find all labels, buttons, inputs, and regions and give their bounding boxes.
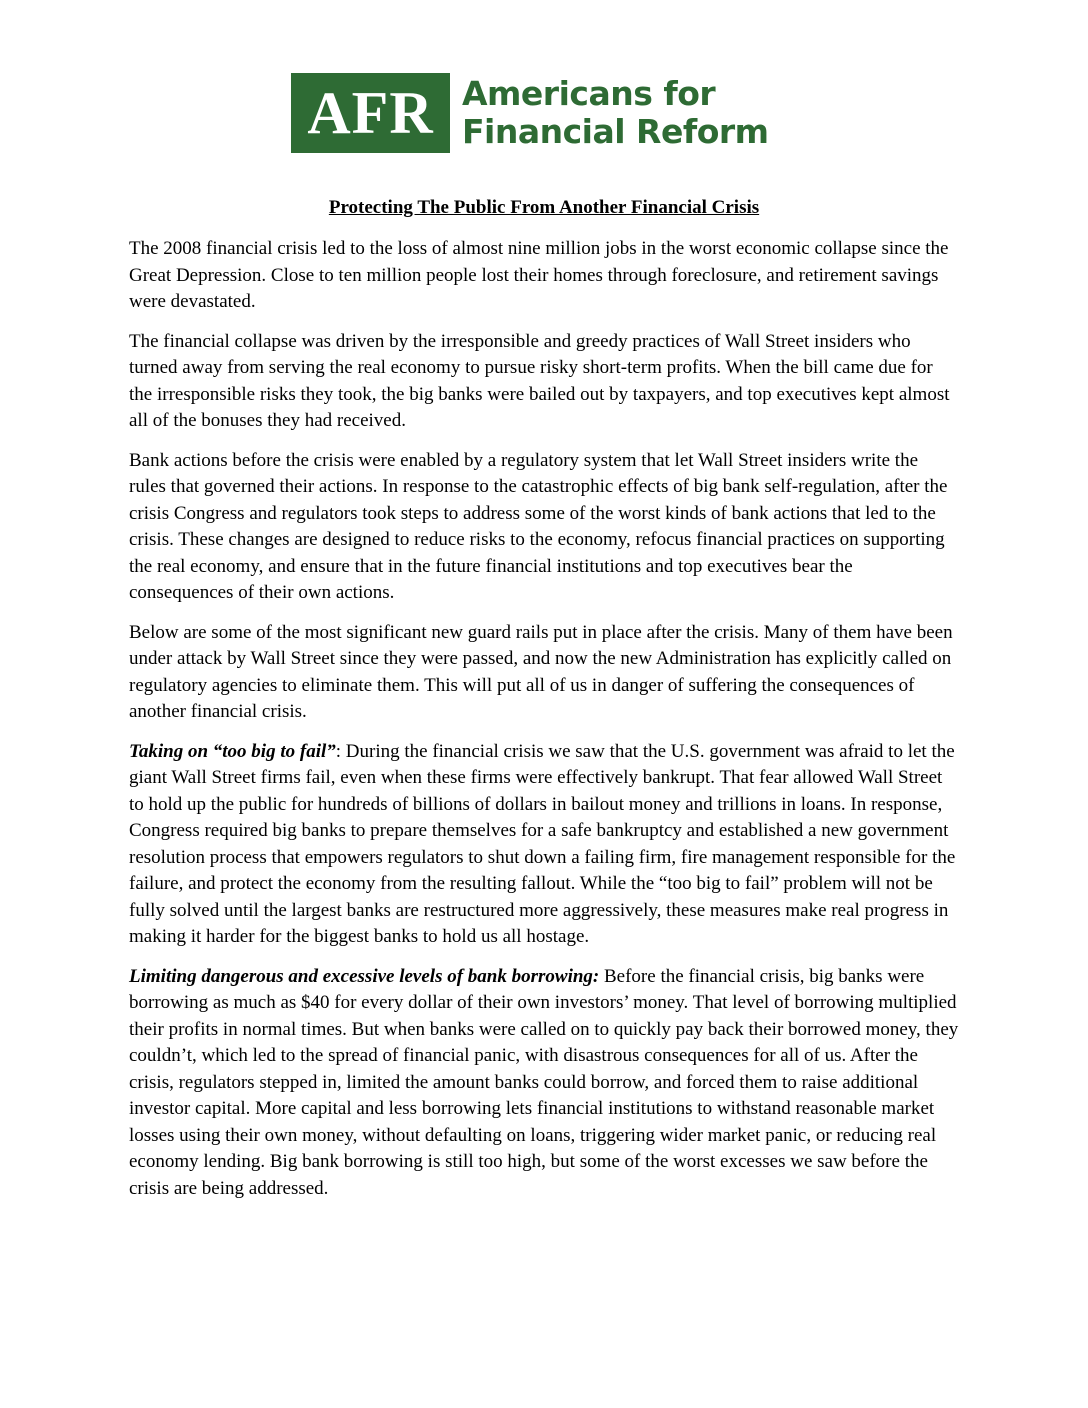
paragraph-1 [129,236,959,316]
paragraph-4 [129,620,959,726]
logo-line-2: Financial Reform [462,112,769,151]
paragraph-too-big-to-fail [129,739,959,951]
paragraph-2 [129,329,959,435]
paragraph-lead: Limiting dangerous and excessive levels of bank borrowing: [129,965,600,987]
paragraph-text: The 2008 financial crisis led to the loss of almost nine million jobs in the worst economic collapse since the Great Depression. Close to ten million people lost their homes through foreclosure, and retirement savings were devastated. [129,238,949,312]
paragraph-lead: Taking on “too big to fail” [129,740,336,762]
afr-logo [291,73,769,153]
paragraph-text: Below are some of the most significant new guard rails put in place after the crisis. Many of them have been under attack by Wall Street since they were passed, and now the new Administration has explicitly called on regulatory agencies to eliminate them. This will put all of us in danger of suffering the consequences of another financial crisis. [129,621,953,722]
document-title: Protecting The Public From Another Financial Crisis [328,197,760,218]
paragraph-bank-borrowing [129,964,959,1203]
paragraph-text: : During the financial crisis we saw that the U.S. government was afraid to let the giant Wall Street firms fail, even when these firms were effectively bankrupt. That fear allowed Wall Street to hold up the public for hundreds of billions of dollars in bailout money and trillions in loans. In response, Congress required big banks to prepare themselves for a safe bankruptcy and established a new government resolution process that empowers regulators to shut down a failing firm, fire management responsible for the failure, and protect the economy from the resulting fallout. While the “too big to fail” problem will not be fully solved until the largest banks are restructured more aggressively, these measures make real progress in making it harder for the biggest banks to hold us all hostage. [129,740,956,947]
logo-wordmark [462,73,769,151]
paragraph-text: Before the financial crisis, big banks were borrowing as much as $40 for every dollar of their own investors’ money. That level of borrowing multiplied their profits in normal times. But when banks were called on to quickly pay back their borrowed money, they couldn’t, which led to the spread of financial panic, with disastrous consequences for all of us. After the crisis, regulators stepped in, limited the amount banks could borrow, and forced them to raise additional investor capital. More capital and less borrowing lets financial institutions to withstand reasonable market losses using their own money, without defaulting on loans, triggering wider market panic, or reducing real economy lending. Big bank borrowing is still too high, but some of the worst excesses we saw before the crisis are being addressed. [129,965,959,1199]
paragraph-text: The financial collapse was driven by the irresponsible and greedy practices of Wall Street insiders who turned away from serving the real economy to pursue risky short-term profits. When the bill came due for the irresponsible risks they took, the big banks were bailed out by taxpayers, and top executives kept almost all of the bonuses they had received. [129,330,950,431]
logo-line-1: Americans for [462,74,716,113]
logo-abbrev: AFR [291,73,450,153]
paragraph-text: Bank actions before the crisis were enabled by a regulatory system that let Wall Street insiders write the rules that governed their actions. In response to the catastrophic effects of big bank self-regulation, after the crisis Congress and regulators took steps to address some of the worst kinds of bank actions that led to the crisis. These changes are designed to reduce risks to the economy, refocus financial practices on supporting the real economy, and ensure that in the future financial institutions and top executives bear the consequences of their own actions. [129,449,948,603]
paragraph-3 [129,448,959,607]
document-body [129,236,959,1215]
